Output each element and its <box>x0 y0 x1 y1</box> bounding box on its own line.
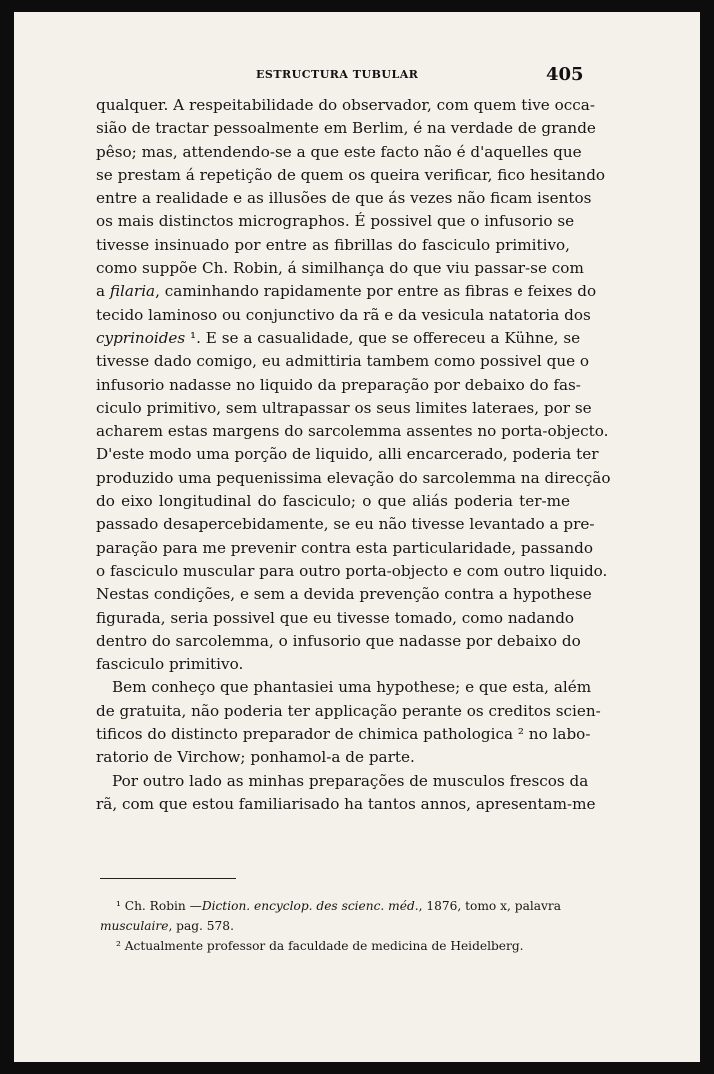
text-line: tecido laminoso ou conjunctivo da rã e da vesicula natatoria dos <box>96 305 591 324</box>
text-line: tivesse insinuado por entre as fibrillas do fasciculo primitivo, <box>96 235 570 254</box>
text-line: pêso; mas, attendendo-se a que este facto não é d'aquelles que <box>96 142 582 161</box>
text-line: D'este modo uma porção de liquido, alli encarcerado, poderia ter <box>96 445 599 464</box>
text-line: de gratuita, não poderia ter applicação perante os creditos scien- <box>96 701 601 720</box>
text-line: figurada, seria possivel que eu tivesse tomado, como nadando <box>96 608 575 627</box>
text-line: se prestam á repetição de quem os queira verificar, fico hesitando <box>96 165 606 184</box>
text-line-paragraph-start: Por outro lado as minhas preparações de musculos frescos da <box>112 771 589 790</box>
footnotes <box>100 896 570 956</box>
text-line: os mais distinctos micrographos. É possivel que o infusorio se <box>96 212 575 231</box>
text-line: qualquer. A respeitabilidade do observador, com quem tive occa- <box>96 96 595 114</box>
text-line-paragraph-start: Bem conheço que phantasiei uma hypothese; e que esta, além <box>112 678 592 697</box>
text-line: produzido uma pequenissima elevação do sarcolemma na direcção <box>96 468 611 487</box>
footnote-1: ¹ Ch. Robin —Diction. encyclop. des scienc. méd., 1876, tomo x, palavra <box>116 899 561 913</box>
text-line: rã, com que estou familiarisado ha tantos annos, apresentam-me <box>96 794 596 813</box>
text-line: entre a realidade e as illusões de que ás vezes não ficam isentos <box>96 189 592 208</box>
text-line: o fasciculo muscular para outro porta-objecto e com outro liquido. <box>96 561 608 580</box>
text-line-paragraph-end: ratorio de Virchow; ponhamol-a de parte. <box>96 748 415 767</box>
text-line: ciculo primitivo, sem ultrapassar os seus limites lateraes, por se <box>96 398 592 417</box>
text-line: infusorio nadasse no liquido da preparação por debaixo do fas- <box>96 375 581 394</box>
text-line: paração para me prevenir contra esta particularidade, passando <box>96 538 593 557</box>
text-line-filaria: a filaria, caminhando rapidamente por entre as fibras e feixes do <box>96 282 597 301</box>
text-line: tivesse dado comigo, eu admittiria tambem como possivel que o <box>96 352 590 371</box>
text-line: tificos do distincto preparador de chimica pathologica ² no labo- <box>96 725 591 744</box>
footnote-1-continuation: musculaire, pag. 578. <box>100 919 234 933</box>
page-number: 405 <box>546 64 584 85</box>
running-title: ESTRUCTURA TUBULAR <box>256 68 419 81</box>
text-line: sião de tractar pessoalmente em Berlim, é na verdade de grande <box>96 119 596 138</box>
text-line: acharem estas margens do sarcolemma assentes no porta-objecto. <box>96 422 609 441</box>
footnote-divider <box>100 878 236 879</box>
text-line-cyprinoides: cyprinoides ¹. E se a casualidade, que se offereceu a Kühne, se <box>96 328 581 347</box>
text-line: como suppõe Ch. Robin, á similhança do que viu passar-se com <box>96 259 584 278</box>
book-page <box>14 12 700 1062</box>
footnote-2: ² Actualmente professor da faculdade de medicina de Heidelberg. <box>116 939 524 953</box>
text-line: Nestas condições, e sem a devida prevenção contra a hypothese <box>96 585 592 604</box>
page-header <box>14 66 700 90</box>
body-text <box>96 94 611 816</box>
text-line: passado desapercebidamente, se eu não tivesse levantado a pre- <box>96 515 595 534</box>
text-line-paragraph-end: fasciculo primitivo. <box>96 655 244 674</box>
text-line: dentro do sarcolemma, o infusorio que nadasse por debaixo do <box>96 631 581 650</box>
text-line: do eixo longitudinal do fasciculo; o que aliás poderia ter-me <box>96 492 570 511</box>
